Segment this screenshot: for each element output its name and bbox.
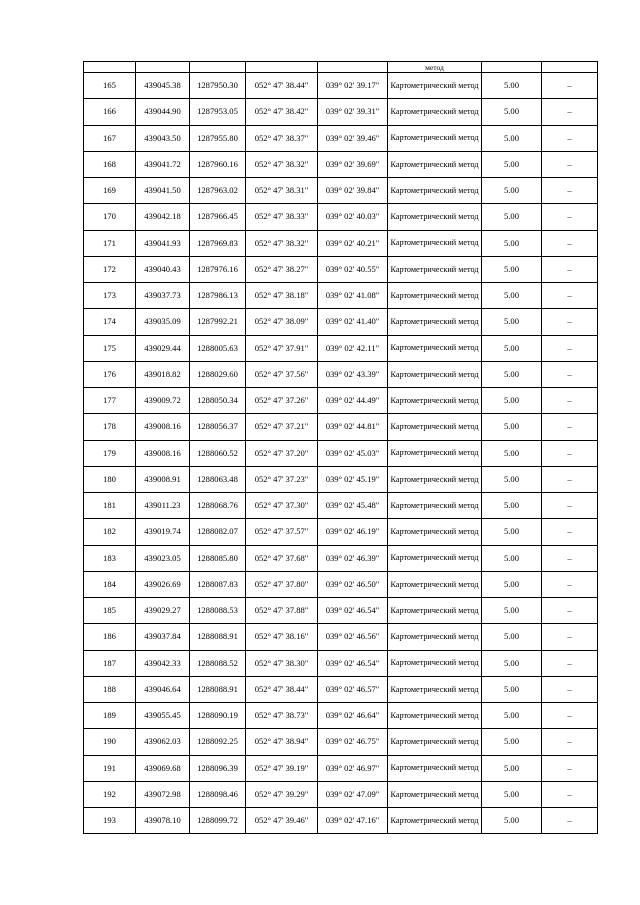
cell-point-number: 176 xyxy=(84,361,136,387)
cell-longitude: 039° 02' 39.84" xyxy=(318,178,388,204)
table-row xyxy=(84,309,598,335)
cell-y-coordinate: 1288068.76 xyxy=(190,493,246,519)
cell-longitude: 039° 02' 47.16" xyxy=(318,808,388,834)
cell-x-coordinate: 439078.10 xyxy=(136,808,190,834)
cell-point-number: 168 xyxy=(84,151,136,177)
cell-x-coordinate: 439011.23 xyxy=(136,493,190,519)
cell-note: – xyxy=(542,230,598,256)
cell-accuracy: 5.00 xyxy=(482,309,542,335)
cell-longitude: 039° 02' 42.11" xyxy=(318,335,388,361)
cell-method: Картометрический метод xyxy=(388,808,482,834)
cell-accuracy: 5.00 xyxy=(482,650,542,676)
cell-note: – xyxy=(542,624,598,650)
cell-longitude: 039° 02' 39.17" xyxy=(318,73,388,99)
cell-point-number: 174 xyxy=(84,309,136,335)
cell-latitude: 052° 47' 37.88" xyxy=(246,598,318,624)
cell-y-coordinate: 1288099.72 xyxy=(190,808,246,834)
cell-y-coordinate: 1287969.83 xyxy=(190,230,246,256)
cell-y-coordinate: 1288096.39 xyxy=(190,755,246,781)
cell-method: Картометрический метод xyxy=(388,440,482,466)
cell-latitude: 052° 47' 38.32" xyxy=(246,151,318,177)
table-row xyxy=(84,729,598,755)
cell-x-coordinate: 439069.68 xyxy=(136,755,190,781)
cell-point-number: 192 xyxy=(84,781,136,807)
cell-accuracy: 5.00 xyxy=(482,624,542,650)
cell-method: Картометрический метод xyxy=(388,204,482,230)
table-row xyxy=(84,493,598,519)
cell-method: Картометрический метод xyxy=(388,414,482,440)
cell-y-coordinate: 1287950.30 xyxy=(190,73,246,99)
cell-latitude: 052° 47' 37.30" xyxy=(246,493,318,519)
cell-point-number: 185 xyxy=(84,598,136,624)
cell-note: – xyxy=(542,571,598,597)
cell-point-number: 166 xyxy=(84,99,136,125)
cell-latitude: 052° 47' 38.44" xyxy=(246,73,318,99)
cell-note: – xyxy=(542,729,598,755)
cell-note: – xyxy=(542,598,598,624)
cell-longitude: 039° 02' 43.39" xyxy=(318,361,388,387)
cell-longitude: 039° 02' 45.19" xyxy=(318,466,388,492)
cell-x-coordinate: 439029.44 xyxy=(136,335,190,361)
cell-point-number: 173 xyxy=(84,283,136,309)
cell-point-number: 169 xyxy=(84,178,136,204)
cell-x-coordinate: 439008.16 xyxy=(136,414,190,440)
cell-longitude: 039° 02' 39.46" xyxy=(318,125,388,151)
cell-accuracy: 5.00 xyxy=(482,781,542,807)
cell-y-coordinate: 1288088.91 xyxy=(190,624,246,650)
cell-point-number: 188 xyxy=(84,676,136,702)
cell-longitude: 039° 02' 40.21" xyxy=(318,230,388,256)
cell-note: – xyxy=(542,703,598,729)
cell-method: Картометрический метод xyxy=(388,519,482,545)
cell-note: – xyxy=(542,388,598,414)
table-row xyxy=(84,283,598,309)
table-row xyxy=(84,256,598,282)
cell-note: – xyxy=(542,755,598,781)
coordinates-table xyxy=(83,61,598,834)
cell-method: Картометрический метод xyxy=(388,781,482,807)
table-row xyxy=(84,361,598,387)
cell-y-coordinate: 1288056.37 xyxy=(190,414,246,440)
cell-note: – xyxy=(542,99,598,125)
cell-method: Картометрический метод xyxy=(388,545,482,571)
cell-empty xyxy=(542,62,598,73)
cell-accuracy: 5.00 xyxy=(482,73,542,99)
cell-point-number: 170 xyxy=(84,204,136,230)
table-row xyxy=(84,335,598,361)
cell-x-coordinate: 439040.43 xyxy=(136,256,190,282)
table-row xyxy=(84,73,598,99)
cell-point-number: 175 xyxy=(84,335,136,361)
cell-point-number: 180 xyxy=(84,466,136,492)
cell-note: – xyxy=(542,73,598,99)
table-row xyxy=(84,755,598,781)
cell-empty xyxy=(482,62,542,73)
cell-x-coordinate: 439037.84 xyxy=(136,624,190,650)
cell-accuracy: 5.00 xyxy=(482,676,542,702)
cell-latitude: 052° 47' 38.73" xyxy=(246,703,318,729)
cell-y-coordinate: 1287953.05 xyxy=(190,99,246,125)
cell-latitude: 052° 47' 38.31" xyxy=(246,178,318,204)
cell-latitude: 052° 47' 37.57" xyxy=(246,519,318,545)
cell-x-coordinate: 439008.16 xyxy=(136,440,190,466)
table-row xyxy=(84,440,598,466)
cell-method: Картометрический метод xyxy=(388,151,482,177)
cell-method: Картометрический метод xyxy=(388,729,482,755)
cell-accuracy: 5.00 xyxy=(482,729,542,755)
cell-point-number: 171 xyxy=(84,230,136,256)
cell-point-number: 190 xyxy=(84,729,136,755)
cell-point-number: 181 xyxy=(84,493,136,519)
cell-longitude: 039° 02' 41.40" xyxy=(318,309,388,335)
cell-note: – xyxy=(542,309,598,335)
cell-note: – xyxy=(542,650,598,676)
table-row xyxy=(84,151,598,177)
cell-method: Картометрический метод xyxy=(388,73,482,99)
cell-x-coordinate: 439041.72 xyxy=(136,151,190,177)
table-row xyxy=(84,466,598,492)
cell-point-number: 186 xyxy=(84,624,136,650)
table-row xyxy=(84,808,598,834)
cell-note: – xyxy=(542,519,598,545)
table-row xyxy=(84,650,598,676)
cell-y-coordinate: 1288029.60 xyxy=(190,361,246,387)
cell-y-coordinate: 1288087.83 xyxy=(190,571,246,597)
cell-accuracy: 5.00 xyxy=(482,388,542,414)
cell-x-coordinate: 439018.82 xyxy=(136,361,190,387)
cell-note: – xyxy=(542,151,598,177)
cell-method: Картометрический метод xyxy=(388,283,482,309)
cell-longitude: 039° 02' 44.49" xyxy=(318,388,388,414)
cell-point-number: 182 xyxy=(84,519,136,545)
cell-x-coordinate: 439043.50 xyxy=(136,125,190,151)
cell-accuracy: 5.00 xyxy=(482,466,542,492)
cell-y-coordinate: 1288060.52 xyxy=(190,440,246,466)
cell-latitude: 052° 47' 38.30" xyxy=(246,650,318,676)
cell-x-coordinate: 439046.64 xyxy=(136,676,190,702)
cell-note: – xyxy=(542,256,598,282)
cell-accuracy: 5.00 xyxy=(482,703,542,729)
cell-method: Картометрический метод xyxy=(388,125,482,151)
cell-longitude: 039° 02' 46.57" xyxy=(318,676,388,702)
table-row xyxy=(84,571,598,597)
cell-x-coordinate: 439041.93 xyxy=(136,230,190,256)
cell-method: Картометрический метод xyxy=(388,309,482,335)
cell-accuracy: 5.00 xyxy=(482,493,542,519)
cell-method: Картометрический метод xyxy=(388,388,482,414)
cell-x-coordinate: 439045.38 xyxy=(136,73,190,99)
cell-point-number: 167 xyxy=(84,125,136,151)
table-row xyxy=(84,414,598,440)
cell-accuracy: 5.00 xyxy=(482,230,542,256)
table-row xyxy=(84,388,598,414)
cell-point-number: 172 xyxy=(84,256,136,282)
cell-latitude: 052° 47' 38.33" xyxy=(246,204,318,230)
cell-method: Картометрический метод xyxy=(388,624,482,650)
table-row xyxy=(84,781,598,807)
cell-latitude: 052° 47' 39.46" xyxy=(246,808,318,834)
cell-y-coordinate: 1288050.34 xyxy=(190,388,246,414)
cell-accuracy: 5.00 xyxy=(482,125,542,151)
cell-accuracy: 5.00 xyxy=(482,808,542,834)
cell-y-coordinate: 1288005.63 xyxy=(190,335,246,361)
cell-note: – xyxy=(542,335,598,361)
cell-x-coordinate: 439042.33 xyxy=(136,650,190,676)
cell-point-number: 191 xyxy=(84,755,136,781)
cell-empty xyxy=(246,62,318,73)
continued-row xyxy=(84,62,598,73)
cell-latitude: 052° 47' 37.20" xyxy=(246,440,318,466)
cell-point-number: 193 xyxy=(84,808,136,834)
cell-accuracy: 5.00 xyxy=(482,414,542,440)
cell-latitude: 052° 47' 39.19" xyxy=(246,755,318,781)
table-row xyxy=(84,178,598,204)
cell-method-tail: метод xyxy=(388,62,482,73)
cell-x-coordinate: 439042.18 xyxy=(136,204,190,230)
cell-accuracy: 5.00 xyxy=(482,571,542,597)
cell-longitude: 039° 02' 46.50" xyxy=(318,571,388,597)
cell-accuracy: 5.00 xyxy=(482,99,542,125)
cell-method: Картометрический метод xyxy=(388,676,482,702)
cell-longitude: 039° 02' 41.08" xyxy=(318,283,388,309)
cell-latitude: 052° 47' 38.94" xyxy=(246,729,318,755)
cell-y-coordinate: 1288090.19 xyxy=(190,703,246,729)
cell-accuracy: 5.00 xyxy=(482,519,542,545)
cell-x-coordinate: 439037.73 xyxy=(136,283,190,309)
cell-point-number: 183 xyxy=(84,545,136,571)
cell-y-coordinate: 1287960.16 xyxy=(190,151,246,177)
table-row xyxy=(84,624,598,650)
cell-y-coordinate: 1288088.52 xyxy=(190,650,246,676)
cell-x-coordinate: 439072.98 xyxy=(136,781,190,807)
cell-note: – xyxy=(542,676,598,702)
cell-point-number: 165 xyxy=(84,73,136,99)
cell-method: Картометрический метод xyxy=(388,703,482,729)
cell-accuracy: 5.00 xyxy=(482,598,542,624)
cell-method: Картометрический метод xyxy=(388,99,482,125)
table-row xyxy=(84,125,598,151)
cell-y-coordinate: 1288092.25 xyxy=(190,729,246,755)
cell-point-number: 184 xyxy=(84,571,136,597)
cell-latitude: 052° 47' 38.27" xyxy=(246,256,318,282)
cell-empty xyxy=(84,62,136,73)
cell-latitude: 052° 47' 38.32" xyxy=(246,230,318,256)
cell-point-number: 189 xyxy=(84,703,136,729)
cell-latitude: 052° 47' 38.09" xyxy=(246,309,318,335)
cell-y-coordinate: 1288088.53 xyxy=(190,598,246,624)
cell-accuracy: 5.00 xyxy=(482,283,542,309)
cell-y-coordinate: 1287963.02 xyxy=(190,178,246,204)
cell-point-number: 187 xyxy=(84,650,136,676)
cell-note: – xyxy=(542,781,598,807)
cell-x-coordinate: 439062.03 xyxy=(136,729,190,755)
cell-longitude: 039° 02' 46.39" xyxy=(318,545,388,571)
cell-note: – xyxy=(542,545,598,571)
cell-y-coordinate: 1288082.07 xyxy=(190,519,246,545)
cell-method: Картометрический метод xyxy=(388,178,482,204)
cell-note: – xyxy=(542,414,598,440)
cell-note: – xyxy=(542,125,598,151)
cell-latitude: 052° 47' 37.80" xyxy=(246,571,318,597)
cell-latitude: 052° 47' 39.29" xyxy=(246,781,318,807)
cell-latitude: 052° 47' 37.26" xyxy=(246,388,318,414)
cell-y-coordinate: 1288063.48 xyxy=(190,466,246,492)
cell-accuracy: 5.00 xyxy=(482,755,542,781)
cell-longitude: 039° 02' 47.09" xyxy=(318,781,388,807)
cell-longitude: 039° 02' 46.19" xyxy=(318,519,388,545)
cell-x-coordinate: 439044.90 xyxy=(136,99,190,125)
cell-y-coordinate: 1287955.80 xyxy=(190,125,246,151)
cell-accuracy: 5.00 xyxy=(482,204,542,230)
cell-latitude: 052° 47' 38.42" xyxy=(246,99,318,125)
cell-method: Картометрический метод xyxy=(388,650,482,676)
cell-y-coordinate: 1287976.16 xyxy=(190,256,246,282)
cell-longitude: 039° 02' 39.69" xyxy=(318,151,388,177)
cell-method: Картометрический метод xyxy=(388,361,482,387)
cell-longitude: 039° 02' 40.55" xyxy=(318,256,388,282)
table-row xyxy=(84,99,598,125)
cell-longitude: 039° 02' 46.56" xyxy=(318,624,388,650)
cell-method: Картометрический метод xyxy=(388,571,482,597)
cell-y-coordinate: 1287986.13 xyxy=(190,283,246,309)
cell-empty xyxy=(190,62,246,73)
cell-x-coordinate: 439041.50 xyxy=(136,178,190,204)
table-row xyxy=(84,676,598,702)
cell-longitude: 039° 02' 40.03" xyxy=(318,204,388,230)
cell-accuracy: 5.00 xyxy=(482,335,542,361)
cell-accuracy: 5.00 xyxy=(482,178,542,204)
cell-method: Картометрический метод xyxy=(388,755,482,781)
cell-y-coordinate: 1288085.80 xyxy=(190,545,246,571)
cell-accuracy: 5.00 xyxy=(482,440,542,466)
cell-latitude: 052° 47' 37.91" xyxy=(246,335,318,361)
cell-accuracy: 5.00 xyxy=(482,361,542,387)
cell-x-coordinate: 439009.72 xyxy=(136,388,190,414)
cell-note: – xyxy=(542,440,598,466)
cell-longitude: 039° 02' 44.81" xyxy=(318,414,388,440)
table-row xyxy=(84,703,598,729)
cell-x-coordinate: 439035.09 xyxy=(136,309,190,335)
cell-y-coordinate: 1287966.45 xyxy=(190,204,246,230)
table-row xyxy=(84,519,598,545)
cell-latitude: 052° 47' 38.37" xyxy=(246,125,318,151)
cell-longitude: 039° 02' 45.03" xyxy=(318,440,388,466)
cell-x-coordinate: 439019.74 xyxy=(136,519,190,545)
cell-longitude: 039° 02' 46.64" xyxy=(318,703,388,729)
cell-method: Картометрический метод xyxy=(388,256,482,282)
cell-longitude: 039° 02' 39.31" xyxy=(318,99,388,125)
cell-note: – xyxy=(542,178,598,204)
table-row xyxy=(84,545,598,571)
cell-accuracy: 5.00 xyxy=(482,151,542,177)
cell-point-number: 178 xyxy=(84,414,136,440)
cell-latitude: 052° 47' 37.68" xyxy=(246,545,318,571)
cell-note: – xyxy=(542,204,598,230)
cell-note: – xyxy=(542,493,598,519)
cell-x-coordinate: 439055.45 xyxy=(136,703,190,729)
cell-method: Картометрический метод xyxy=(388,493,482,519)
cell-accuracy: 5.00 xyxy=(482,545,542,571)
cell-accuracy: 5.00 xyxy=(482,256,542,282)
cell-note: – xyxy=(542,466,598,492)
cell-note: – xyxy=(542,283,598,309)
cell-y-coordinate: 1288088.91 xyxy=(190,676,246,702)
cell-method: Картометрический метод xyxy=(388,335,482,361)
cell-empty xyxy=(136,62,190,73)
cell-latitude: 052° 47' 38.44" xyxy=(246,676,318,702)
cell-longitude: 039° 02' 46.54" xyxy=(318,650,388,676)
cell-latitude: 052° 47' 37.56" xyxy=(246,361,318,387)
table-row xyxy=(84,598,598,624)
cell-method: Картометрический метод xyxy=(388,598,482,624)
cell-longitude: 039° 02' 46.75" xyxy=(318,729,388,755)
cell-x-coordinate: 439008.91 xyxy=(136,466,190,492)
cell-x-coordinate: 439023.05 xyxy=(136,545,190,571)
cell-latitude: 052° 47' 38.18" xyxy=(246,283,318,309)
cell-longitude: 039° 02' 46.54" xyxy=(318,598,388,624)
cell-y-coordinate: 1288098.46 xyxy=(190,781,246,807)
cell-latitude: 052° 47' 37.23" xyxy=(246,466,318,492)
cell-latitude: 052° 47' 37.21" xyxy=(246,414,318,440)
cell-note: – xyxy=(542,808,598,834)
cell-y-coordinate: 1287992.21 xyxy=(190,309,246,335)
cell-longitude: 039° 02' 45.48" xyxy=(318,493,388,519)
cell-x-coordinate: 439029.27 xyxy=(136,598,190,624)
cell-method: Картометрический метод xyxy=(388,466,482,492)
table-row xyxy=(84,230,598,256)
cell-x-coordinate: 439026.69 xyxy=(136,571,190,597)
table-row xyxy=(84,204,598,230)
cell-longitude: 039° 02' 46.97" xyxy=(318,755,388,781)
cell-empty xyxy=(318,62,388,73)
cell-point-number: 177 xyxy=(84,388,136,414)
cell-latitude: 052° 47' 38.16" xyxy=(246,624,318,650)
cell-method: Картометрический метод xyxy=(388,230,482,256)
cell-note: – xyxy=(542,361,598,387)
cell-point-number: 179 xyxy=(84,440,136,466)
